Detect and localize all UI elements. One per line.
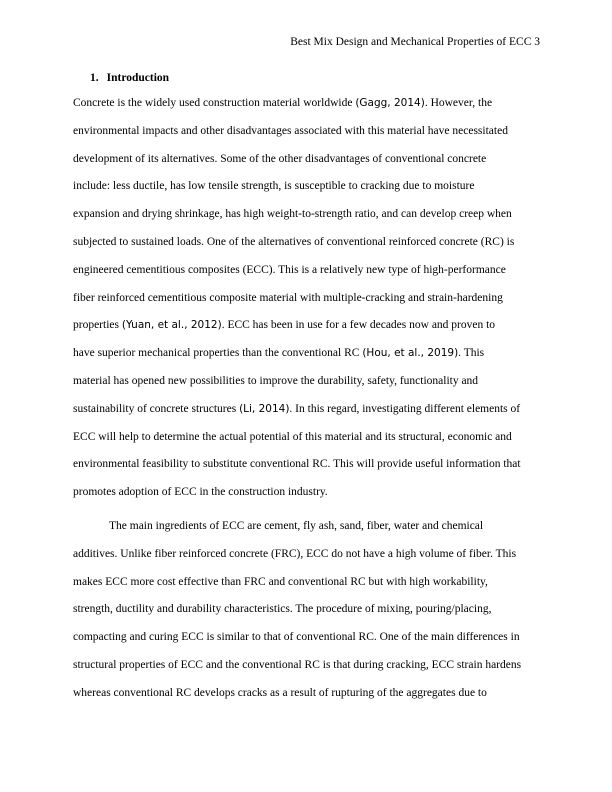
- section-number: 1.: [90, 72, 99, 84]
- section-heading: [90, 72, 169, 84]
- citation: (Gagg, 2014): [355, 97, 425, 109]
- text-line: [73, 208, 512, 220]
- text-line: [73, 125, 508, 137]
- text-line: [73, 375, 478, 387]
- text-line: [73, 236, 514, 248]
- text-segment: whereas conventional RC develops cracks as a result of rupturing of the aggregates due to: [73, 686, 487, 699]
- text-segment: . ECC has been in use for a few decades now and proven to: [221, 319, 496, 332]
- text-line: [73, 403, 520, 415]
- text-segment: sustainability of concrete structures: [73, 402, 240, 415]
- text-segment: environmental impacts and other disadvantages associated with this material have necessitated: [73, 124, 508, 137]
- text-segment: . However, the: [424, 97, 493, 109]
- text-segment: have superior mechanical properties than the conventional RC: [73, 347, 363, 360]
- text-line: [73, 576, 488, 588]
- section-title: Introduction: [106, 72, 170, 84]
- text-line: [73, 603, 491, 615]
- text-line: [73, 431, 512, 443]
- text-segment: engineered cementitious composites (ECC). This is a relatively new type of high-performance: [73, 263, 506, 276]
- text-line: [109, 520, 483, 532]
- text-segment: compacting and curing ECC is similar to that of conventional RC. One of the main differences in: [73, 631, 520, 644]
- text-segment: expansion and drying shrinkage, has high weight-to-strength ratio, and can develop creep when: [73, 208, 512, 221]
- text-segment: . In this regard, investigating different elements of: [289, 402, 521, 415]
- text-segment: Concrete is the widely used construction material worldwide: [73, 97, 356, 109]
- text-segment: environmental feasibility to substitute conventional RC. This will provide useful information that: [73, 458, 521, 471]
- text-segment: additives. Unlike fiber reinforced concrete (FRC), ECC do not have a high volume of fiber. This: [73, 547, 517, 560]
- citation: (Yuan, et al., 2012): [121, 319, 222, 332]
- text-line: [73, 458, 521, 470]
- text-segment: include: less ductile, has low tensile strength, is susceptible to cracking due to moisture: [73, 180, 475, 193]
- text-segment: development of its alternatives. Some of the other disadvantages of conventional concrete: [73, 152, 487, 165]
- text-line: [73, 659, 521, 671]
- text-line: [73, 292, 503, 304]
- text-segment: makes ECC more cost effective than FRC and conventional RC but with high workability,: [73, 575, 488, 588]
- text-segment: structural properties of ECC and the conventional RC is that during cracking, ECC strain hardens: [73, 659, 522, 671]
- text-segment: properties: [73, 319, 122, 332]
- text-line: [73, 347, 484, 359]
- text-segment: fiber reinforced cementitious composite material with multiple-cracking and strain-hardening: [73, 291, 503, 304]
- text-segment: The main ingredients of ECC are cement, fly ash, sand, fiber, water and chemical: [109, 520, 484, 532]
- text-line: [73, 97, 492, 109]
- text-line: [73, 264, 506, 276]
- text-segment: subjected to sustained loads. One of the alternatives of conventional reinforced concrete (RC) is: [73, 236, 515, 248]
- text-line: [73, 319, 495, 331]
- running-head: Best Mix Design and Mechanical Properties of ECC 3: [290, 36, 540, 48]
- text-line: [73, 548, 516, 560]
- text-segment: strength, ductility and durability characteristics. The procedure of mixing, pouring/placing,: [73, 603, 492, 616]
- text-segment: promotes adoption of ECC in the construction industry.: [73, 486, 328, 499]
- text-segment: material has opened new possibilities to improve the durability, safety, functionality and: [73, 375, 479, 387]
- text-line: [73, 486, 328, 498]
- text-line: [73, 687, 487, 699]
- citation: (Li, 2014): [239, 402, 290, 415]
- text-segment: ECC will help to determine the actual potential of this material and its structural, economic and: [73, 430, 512, 443]
- citation: (Hou, et al., 2019): [362, 347, 459, 360]
- text-segment: . This: [458, 347, 485, 360]
- text-line: [73, 153, 486, 165]
- text-line: [73, 180, 474, 192]
- text-line: [73, 631, 520, 643]
